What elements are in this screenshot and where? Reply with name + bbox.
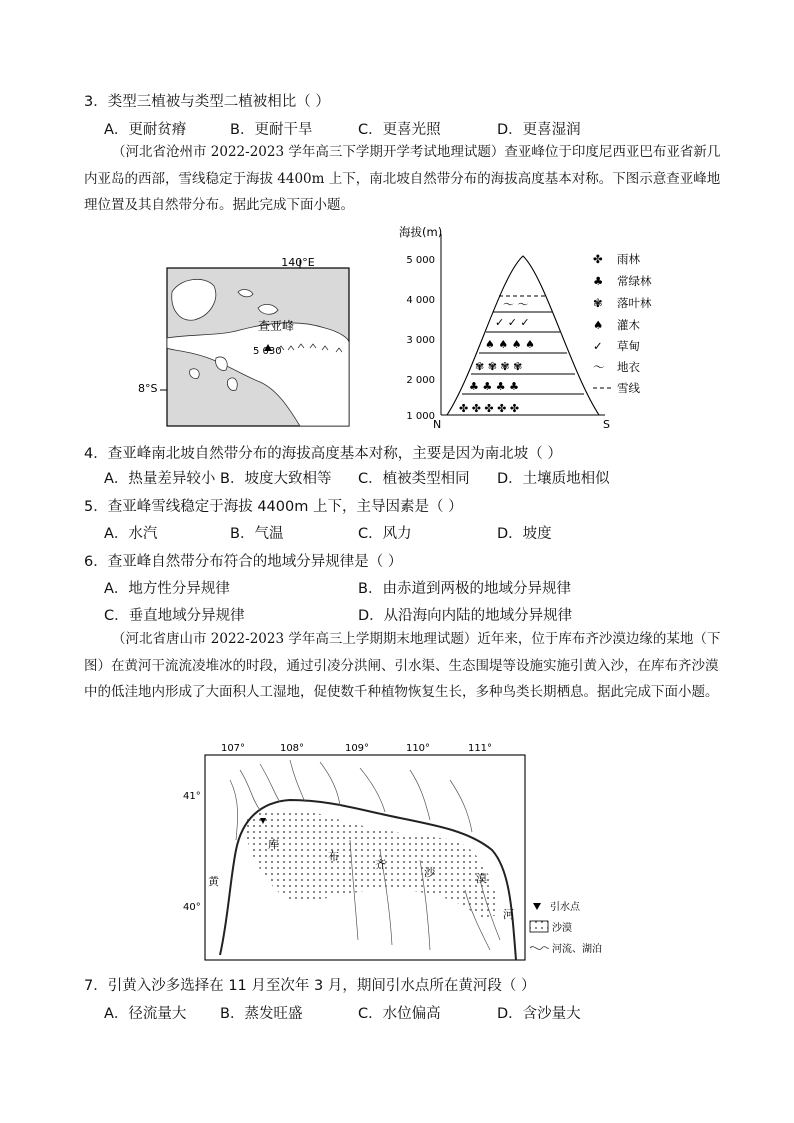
vertical-zonation-chart bbox=[395, 222, 685, 432]
chart1-south: S bbox=[603, 418, 610, 431]
desert-char-5: 漠 bbox=[476, 872, 487, 885]
tick-1000: 1 000 bbox=[406, 411, 435, 422]
q7-option-c[interactable]: C．水位偏高 bbox=[358, 1006, 441, 1022]
lon-107: 107° bbox=[220, 743, 246, 754]
tick-3000: 3 000 bbox=[406, 335, 435, 346]
q5-option-b[interactable]: B．气温 bbox=[230, 526, 284, 542]
lat-41: 41° bbox=[183, 791, 201, 802]
q5-option-a[interactable]: A．水汽 bbox=[104, 526, 158, 542]
legend-shrub-icon: ♠ bbox=[593, 318, 604, 332]
legend-intake: 引水点 bbox=[550, 902, 580, 913]
legend-desert-icon bbox=[530, 921, 548, 932]
q6-option-b[interactable]: B．由赤道到两极的地域分异规律 bbox=[358, 581, 571, 597]
river-char-1: 黄 bbox=[208, 875, 219, 888]
q4-option-c[interactable]: C．植被类型相同 bbox=[358, 471, 470, 487]
svg-text:♣ ♣ ♣ ♣: ♣ ♣ ♣ ♣ bbox=[469, 380, 519, 393]
svg-text:✓ ✓ ✓: ✓ ✓ ✓ bbox=[495, 316, 530, 329]
svg-text:〜 〜: 〜 〜 bbox=[503, 298, 529, 311]
map1-peak-elev: 5 030 bbox=[253, 346, 282, 357]
lon-110: 110° bbox=[405, 743, 431, 754]
map1-lat-label: 8°S bbox=[138, 382, 158, 395]
q4-option-a[interactable]: A．热量差异较小 bbox=[104, 471, 216, 487]
river-char-2: 河 bbox=[503, 908, 514, 921]
legend-rainforest-icon: ✤ bbox=[593, 252, 603, 266]
q5-option-c[interactable]: C．风力 bbox=[358, 526, 412, 542]
desert-char-3: 齐 bbox=[375, 858, 386, 871]
question-7-stem: 7．引黄入沙多选择在 11 月至次年 3 月，期间引水点所在黄河段（ ） bbox=[84, 978, 536, 994]
tick-5000: 5 000 bbox=[406, 255, 435, 266]
svg-text:✤ ✤ ✤ ✤ ✤: ✤ ✤ ✤ ✤ ✤ bbox=[459, 402, 520, 415]
lon-108: 108° bbox=[279, 743, 305, 754]
lon-109: 109° bbox=[344, 743, 370, 754]
legend-meadow: 草甸 bbox=[617, 339, 640, 353]
legend-lichen-icon: 〜 bbox=[593, 360, 605, 374]
q3-option-c[interactable]: C．更喜光照 bbox=[358, 122, 441, 138]
legend-shrub: 灌木 bbox=[617, 318, 640, 332]
chart1-ylabel: 海拔(m) bbox=[399, 225, 443, 239]
q5-option-d[interactable]: D．坡度 bbox=[497, 526, 552, 542]
q7-option-b[interactable]: B．蒸发旺盛 bbox=[220, 1006, 303, 1022]
legend-deciduous: 落叶林 bbox=[617, 296, 652, 310]
legend-evergreen: 常绿林 bbox=[617, 274, 652, 288]
tick-4000: 4 000 bbox=[406, 295, 435, 306]
legend-lichen: 地衣 bbox=[617, 360, 640, 374]
q7-option-d[interactable]: D．含沙量大 bbox=[497, 1006, 581, 1022]
legend-rainforest: 雨林 bbox=[617, 252, 640, 266]
svg-text:✾ ✾ ✾ ✾: ✾ ✾ ✾ ✾ bbox=[475, 360, 523, 373]
kubuqi-desert-map bbox=[180, 740, 610, 965]
location-map-1 bbox=[138, 250, 355, 430]
legend-intake-icon bbox=[533, 903, 541, 910]
q4-option-b[interactable]: B．坡度大致相等 bbox=[220, 471, 332, 487]
tick-2000: 2 000 bbox=[406, 375, 435, 386]
q6-option-d[interactable]: D．从沿海向内陆的地域分异规律 bbox=[358, 608, 573, 624]
q4-option-d[interactable]: D．土壤质地相似 bbox=[497, 471, 610, 487]
map1-peak-name: 查亚峰 bbox=[258, 319, 295, 333]
legend-desert: 沙漠 bbox=[552, 923, 572, 934]
q6-option-c[interactable]: C．垂直地域分异规律 bbox=[104, 608, 245, 624]
passage-1: （河北省沧州市 2022-2023 学年高三下学期开学考试地理试题）查亚峰位于印度尼西亚巴布亚省新几内亚岛的西部，雪线稳定于海拔 4400m 上下，南北坡自然带分布的海拔高度基本对称。下图示意查亚峰地理位置及其自然带分布。据此完成下面小题。 bbox=[84, 144, 721, 213]
q3-option-a[interactable]: A．更耐贫瘠 bbox=[104, 122, 187, 138]
question-4-stem: 4．查亚峰南北坡自然带分布的海拔高度基本对称，主要是因为南北坡（ ） bbox=[84, 446, 562, 462]
desert-char-2: 布 bbox=[328, 850, 339, 863]
q3-option-b[interactable]: B．更耐干旱 bbox=[230, 122, 313, 138]
lon-111: 111° bbox=[467, 743, 493, 754]
question-5-stem: 5．查亚峰雪线稳定于海拔 4400m 上下，主导因素是（ ） bbox=[84, 499, 463, 515]
desert-char-4: 沙 bbox=[424, 866, 435, 879]
lat-40: 40° bbox=[183, 902, 201, 913]
legend-river: 河流、湖泊 bbox=[552, 944, 602, 955]
q6-option-a[interactable]: A．地方性分异规律 bbox=[104, 581, 230, 597]
desert-char-1: 库 bbox=[268, 838, 279, 851]
legend-evergreen-icon: ♣ bbox=[593, 274, 604, 288]
legend-meadow-icon: ✓ bbox=[593, 339, 603, 353]
question-3-stem: 3．类型三植被与类型二植被相比（ ） bbox=[84, 94, 330, 110]
legend-deciduous-icon: ✾ bbox=[593, 296, 603, 310]
legend-snowline: 雪线 bbox=[617, 381, 640, 395]
question-6-stem: 6．查亚峰自然带分布符合的地域分异规律是（ ） bbox=[84, 554, 403, 570]
map1-lon-label: 140°E bbox=[281, 256, 315, 269]
chart1-north: N bbox=[433, 418, 442, 431]
svg-text:♠ ♠ ♠ ♠: ♠ ♠ ♠ ♠ bbox=[485, 338, 535, 351]
q7-option-a[interactable]: A．径流量大 bbox=[104, 1006, 187, 1022]
q3-option-d[interactable]: D．更喜湿润 bbox=[497, 122, 581, 138]
legend-river-icon bbox=[530, 947, 549, 950]
passage-2: （河北省唐山市 2022-2023 学年高三上学期期末地理试题）近年来，位于库布齐沙漠边缘的某地（下图）在黄河干流流凌堆冰的时段，通过引凌分洪闸、引水渠、生态围堤等设施实施引黄入沙，在库布齐沙漠中的低洼地内形成了大面积人工湿地，促使数千种植物恢复生长，多种鸟类长期栖息。据此完成下面小题。 bbox=[84, 631, 721, 700]
